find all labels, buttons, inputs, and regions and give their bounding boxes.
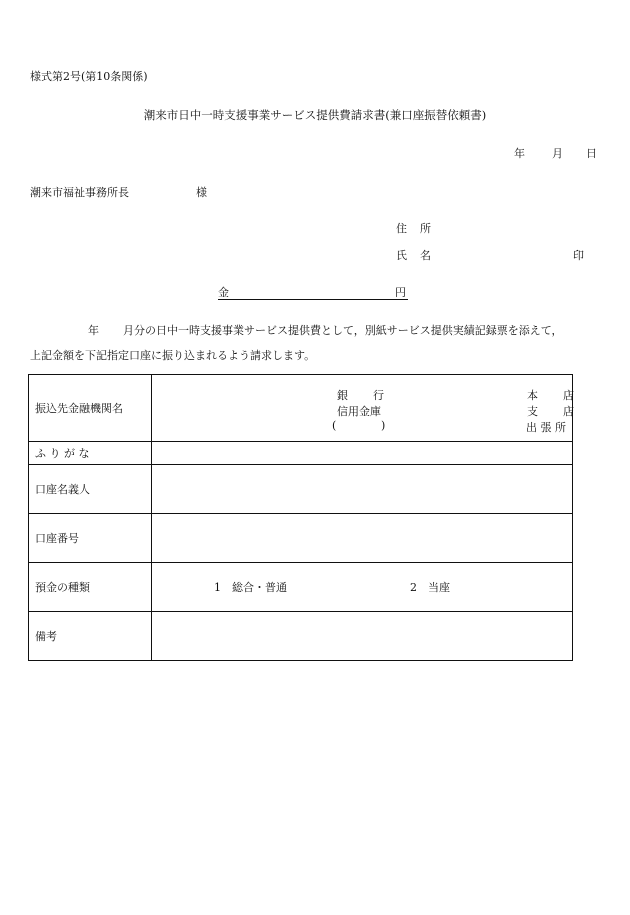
address-label-1: 住 (396, 222, 407, 235)
branch-office: 出 張 所 (526, 421, 566, 434)
amount-suffix: 円 (395, 286, 406, 299)
statement-year: 年 (88, 324, 99, 337)
name-label-1: 氏 (396, 249, 407, 262)
remarks-label: 備考 (29, 612, 152, 661)
paren-close: ) (381, 419, 386, 432)
remarks-row (29, 612, 573, 661)
furigana-label: ふ り が な (29, 442, 152, 465)
seal-mark: 印 (573, 249, 584, 262)
date-day-label: 日 (586, 147, 597, 160)
bank-row (29, 375, 573, 442)
furigana-row (29, 442, 573, 465)
form-number: 様式第2号(第10条関係) (30, 70, 148, 83)
date-month-label: 月 (552, 147, 563, 160)
amount-field (218, 284, 408, 300)
addressee-name: 潮来市福祉事務所長 (30, 186, 129, 199)
request-statement (30, 318, 602, 368)
bank-account-table (28, 374, 573, 661)
account-number-row (29, 514, 573, 563)
date-year-label: 年 (514, 147, 525, 160)
shinkin-label: 信用金庫 (337, 405, 381, 418)
bank-type-2: 行 (373, 389, 384, 402)
branch-sub-1: 支 (527, 405, 538, 418)
holder-label: 口座名義人 (29, 465, 152, 514)
addressee-honorific: 様 (196, 186, 207, 199)
bank-cell (152, 375, 573, 442)
holder-field[interactable] (152, 465, 573, 514)
holder-row (29, 465, 573, 514)
remarks-field[interactable] (152, 612, 573, 661)
branch-main-2: 店 (563, 389, 574, 402)
bank-label: 振込先金融機関名 (29, 375, 152, 442)
paren-open: ( (332, 419, 337, 432)
statement-line-1: 月分の日中一時支援事業サービス提供費として，別紙サービス提供実績記録票を添えて， (123, 324, 563, 337)
account-number-label: 口座番号 (29, 514, 152, 563)
name-label-2: 名 (420, 249, 431, 262)
branch-main-1: 本 (527, 389, 538, 402)
amount-prefix: 金 (218, 286, 229, 299)
furigana-field[interactable] (152, 442, 573, 465)
deposit-option-ordinary[interactable]: 1 総合・普通 (214, 581, 287, 594)
account-number-field[interactable] (152, 514, 573, 563)
deposit-type-cell (152, 563, 573, 612)
deposit-type-row (29, 563, 573, 612)
address-label-2: 所 (420, 222, 431, 235)
deposit-option-current[interactable]: 2 当座 (410, 581, 450, 594)
document-title: 潮来市日中一時支援事業サービス提供費請求書(兼口座振替依頼書) (143, 108, 487, 122)
deposit-type-label: 預金の種類 (29, 563, 152, 612)
statement-line-2: 上記金額を下記指定口座に振り込まれるよう請求します。 (30, 349, 316, 362)
bank-type-1: 銀 (337, 389, 348, 402)
branch-sub-2: 店 (563, 405, 574, 418)
